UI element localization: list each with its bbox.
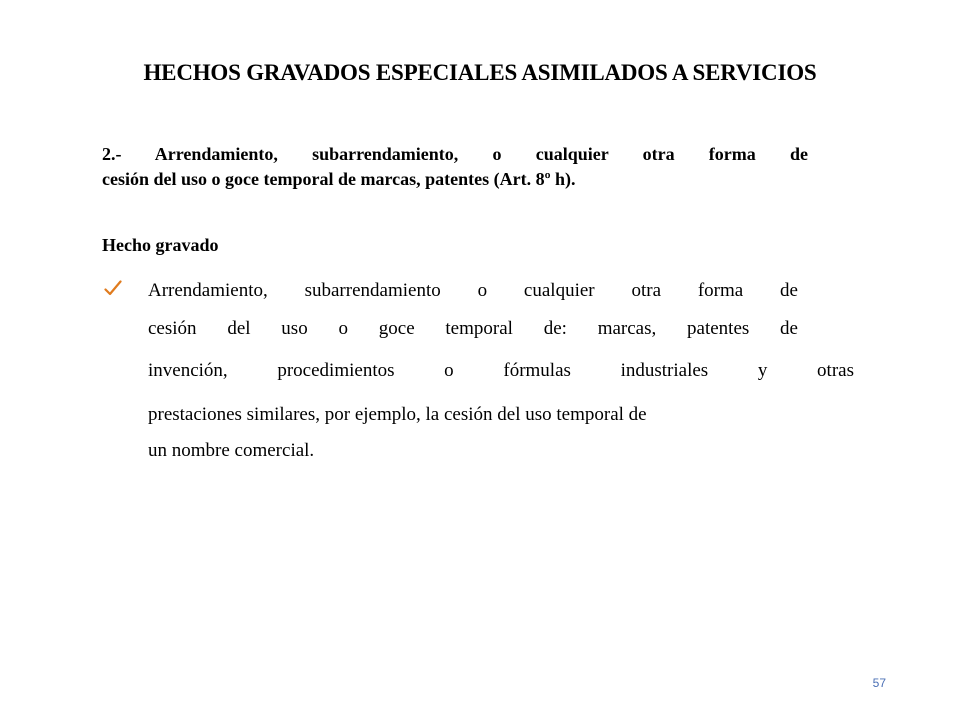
bullet-text: [148, 280, 854, 476]
page-number: 57: [872, 676, 886, 690]
bullet-line: invención, procedimientos o fórmulas industriales y otras: [148, 360, 854, 381]
bullet-line: cesión del uso o goce temporal de: marcas, patentes de: [148, 318, 798, 339]
slide-title: HECHOS GRAVADOS ESPECIALES ASIMILADOS A SERVICIOS: [143, 60, 817, 85]
bullet-line: Arrendamiento, subarrendamiento o cualquier otra forma de: [148, 280, 798, 301]
subtitle: [102, 142, 808, 192]
section-heading: Hecho gravado: [102, 235, 219, 255]
checkmark-icon: [104, 280, 122, 296]
subtitle-line: 2.- Arrendamiento, subarrendamiento, o cualquier otra forma de: [102, 144, 808, 164]
subtitle-line: cesión del uso o goce temporal de marcas, patentes (Art. 8º h).: [102, 169, 576, 189]
bullet-line: prestaciones similares, por ejemplo, la cesión del uso temporal de: [148, 404, 647, 425]
bullet-line: un nombre comercial.: [148, 440, 315, 461]
